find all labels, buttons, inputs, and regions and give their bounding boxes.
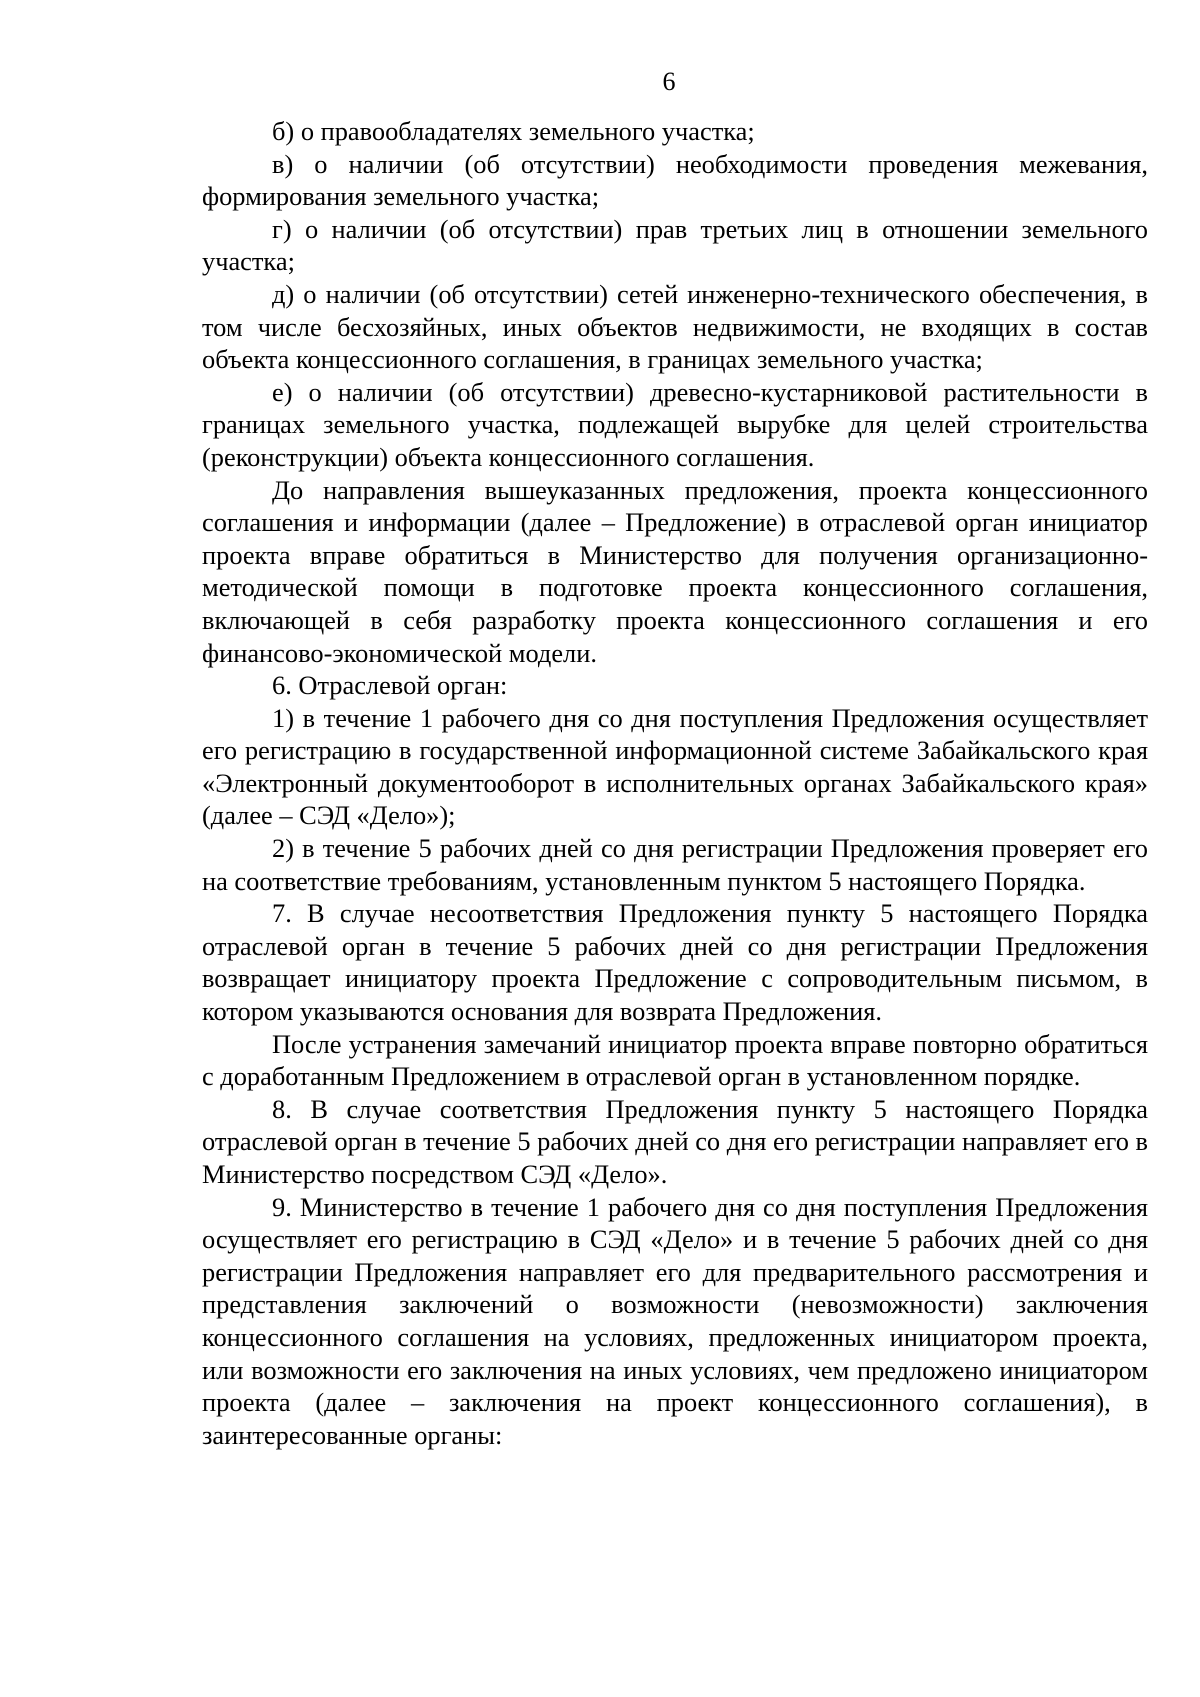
paragraph-clause-6-2: 2) в течение 5 рабочих дней со дня регистрации Предложения проверяет его на соответствие требованиям, установленным пунктом 5 настоящего Порядка. (202, 833, 1148, 896)
paragraph-clause-6: 6. Отраслевой орган: (272, 670, 508, 701)
paragraph-item-g: г) о наличии (об отсутствии) прав третьих лиц в отношении земельного участка; (202, 213, 1148, 277)
paragraph-clause-8: 8. В случае соответствия Предложения пункту 5 настоящего Порядка отраслевой орган в течение 5 рабочих дней со дня его регистрации направляет его в Министерство посредством СЭД «Дело». (202, 1093, 1148, 1189)
paragraph-prior-submission: До направления вышеуказанных предложения, проекта концессионного соглашения и информации (далее – Предложение) в отраслевой орган инициатор проекта вправе обратиться в Министерство для получения организационно-методической помощи в подготовке проекта концессионного соглашения, включающей в себя разработку проекта концессионного соглашения и его финансово-экономической модели. (202, 474, 1148, 668)
paragraph-item-e: е) о наличии (об отсутствии) древесно-кустарниковой растительности в границах земельного участка, подлежащей вырубке для целей строительства (реконструкции) объекта концессионного соглашения. (202, 376, 1148, 472)
paragraph-resubmission: После устранения замечаний инициатор проекта вправе повторно обратиться с доработанным Предложением в отраслевой орган в установленном порядке. (202, 1028, 1148, 1092)
paragraph-item-v: в) о наличии (об отсутствии) необходимости проведения межевания, формирования земельного участка; (202, 148, 1148, 212)
paragraph-item-d: д) о наличии (об отсутствии) сетей инженерно-технического обеспечения, в том числе бесхозяйных, иных объектов недвижимости, не входящих в состав объекта концессионного соглашения, в границах земельного участка; (202, 278, 1148, 375)
page-number: 6 (662, 67, 676, 96)
paragraph-clause-9: 9. Министерство в течение 1 рабочего дня со дня поступления Предложения осуществляет его регистрацию в СЭД «Дело» и в течение 5 рабочих дней со дня регистрации Предложения направляет его для предварительного рассмотрения и представления заключений о возможности (невозможности) заключения концессионного соглашения на условиях, предложенных инициатором проекта, или возможности его заключения на иных условиях, чем предложено инициатором проекта (далее – заключения на проект концессионного соглашения), в заинтересованные органы: (202, 1191, 1148, 1450)
paragraph-clause-7: 7. В случае несоответствия Предложения пункту 5 настоящего Порядка отраслевой орган в течение 5 рабочих дней со дня регистрации Предложения возвращает инициатору проекта Предложение с сопроводительным письмом, в котором указываются основания для возврата Предложения. (202, 898, 1148, 1027)
paragraph-clause-6-1: 1) в течение 1 рабочего дня со дня поступления Предложения осуществляет его регистрацию в государственной информационной системе Забайкальского края «Электронный документооборот в исполнительных органах Забайкальского края» (далее – СЭД «Дело»); (202, 702, 1148, 831)
paragraph-item-b: б) о правообладателях земельного участка; (272, 116, 755, 146)
document-body (202, 115, 1148, 1451)
